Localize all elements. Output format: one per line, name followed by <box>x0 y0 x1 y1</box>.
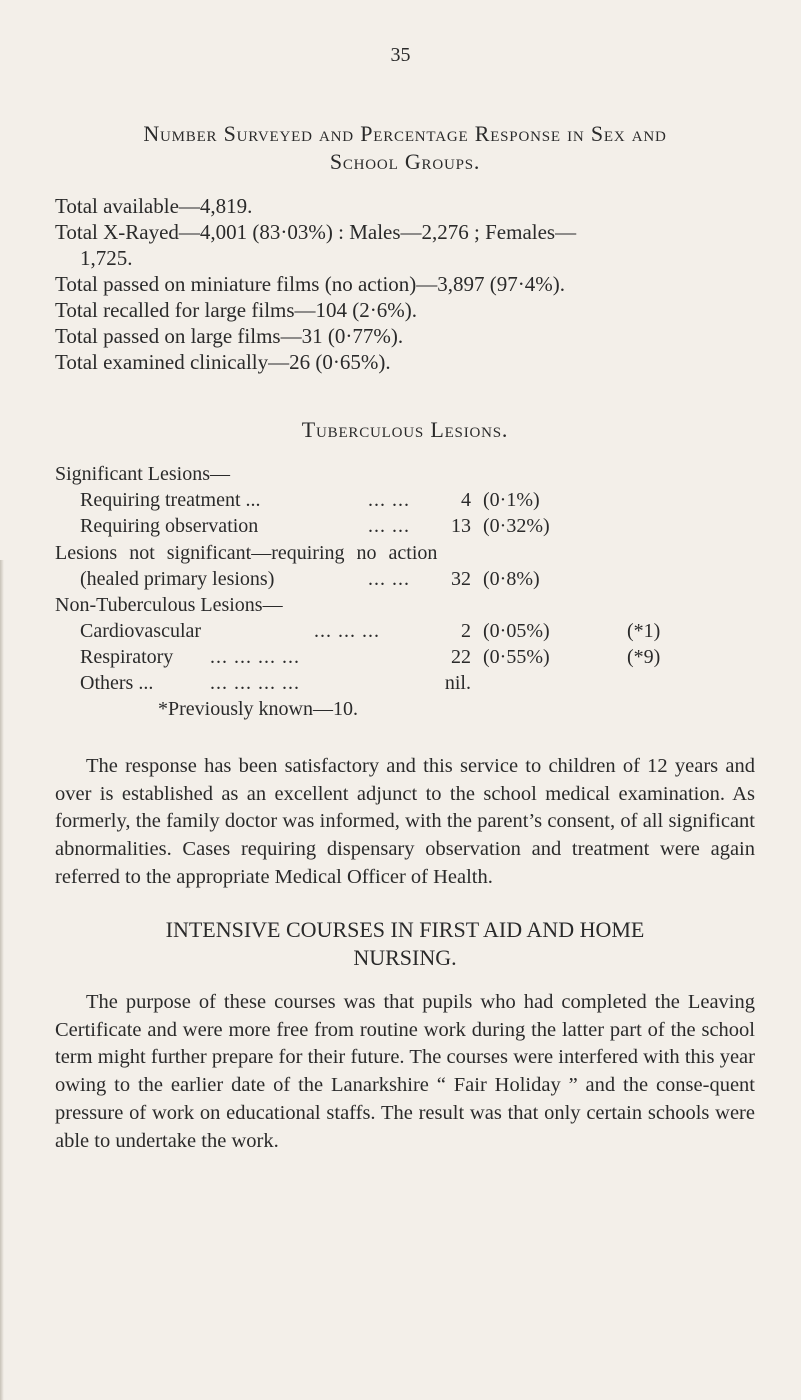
row-count: 13 <box>451 515 471 537</box>
intensive-courses-heading-line1: INTENSIVE COURSES IN FIRST AID AND HOME <box>165 917 645 942</box>
survey-heading-line2: School Groups. <box>329 149 481 174</box>
footnote: *Previously known—10. <box>158 698 358 720</box>
leader-dots: ... ... <box>368 568 410 590</box>
intensive-courses-heading-line2: NURSING. <box>353 945 457 970</box>
total-xrayed-continued: 1,725. <box>80 246 133 270</box>
table-row <box>0 670 801 696</box>
row-count: 4 <box>461 489 471 511</box>
row-count: 22 <box>451 646 471 668</box>
response-paragraph: The response has been satisfactory and this service to children of 12 years and over is established as an excellent adjunct to the school medical examination. As formerly, the family doctor was informed, with the parent’s consent, of all significant abnormalities. Cases requiring dispensary observation and treatment were again referred to the appropriate Medical Officer of Health. <box>55 755 755 888</box>
row-label: Others ... <box>80 672 154 694</box>
total-examined-clinically: Total examined clinically—26 (0·65%). <box>55 350 391 374</box>
table-row <box>0 566 801 592</box>
table-row <box>0 644 801 670</box>
page-number: 35 <box>390 44 411 66</box>
survey-heading-line1: Number Surveyed and Percentage Response in Sex and <box>143 121 667 146</box>
total-passed-large: Total passed on large films—31 (0·77%). <box>55 324 404 348</box>
total-passed-miniature: Total passed on miniature films (no action)—3,897 (97·4%). <box>55 272 565 296</box>
row-percentage: (0·1%) <box>483 489 540 511</box>
leader-dots: ... ... ... ... <box>210 646 300 668</box>
not-significant-label: Lesions not significant—requiring no action <box>55 542 438 564</box>
total-available: Total available—4,819. <box>55 194 253 218</box>
non-tuberculous-label-row <box>0 592 801 618</box>
row-percentage: (0·8%) <box>483 568 540 590</box>
row-label: Cardiovascular <box>80 620 202 642</box>
table-row <box>0 487 801 513</box>
total-xrayed: Total X-Rayed—4,001 (83·03%) : Males—2,276 ; Females— <box>55 220 577 244</box>
row-count: nil. <box>444 672 471 694</box>
table-row <box>0 618 801 644</box>
row-percentage: (0·55%) <box>483 646 550 668</box>
footnote-row <box>0 696 801 722</box>
row-note: (*1) <box>627 620 661 642</box>
tuberculous-heading: Tuberculous Lesions. <box>301 417 509 442</box>
leader-dots: ... ... <box>368 515 410 537</box>
row-label: Respiratory <box>80 646 174 668</box>
row-label: Requiring treatment ... <box>80 489 261 511</box>
leader-dots: ... ... ... <box>314 620 380 642</box>
not-significant-label-row <box>0 540 801 566</box>
significant-lesions-label: Significant Lesions— <box>55 463 230 485</box>
row-label: (healed primary lesions) <box>80 568 275 590</box>
leader-dots: ... ... ... ... <box>210 672 300 694</box>
row-count: 2 <box>461 620 471 642</box>
row-percentage: (0·32%) <box>483 515 550 537</box>
row-percentage: (0·05%) <box>483 620 550 642</box>
leader-dots: ... ... <box>368 489 410 511</box>
intensive-courses-paragraph: The purpose of these courses was that pupils who had completed the Leaving Certificate and were more free from routine work during the latter part of the school term might further prepare for their future. The courses were interfered with this year owing to the earlier date of the Lanarkshire “ Fair Holiday ” and the conse-quent pressure of work on educational staffs. The result was that only certain schools were able to undertake the work. <box>55 991 755 1152</box>
table-row <box>0 513 801 539</box>
row-count: 32 <box>451 568 471 590</box>
non-tuberculous-label: Non-Tuberculous Lesions— <box>55 594 283 616</box>
significant-lesions-label-row <box>0 461 801 487</box>
row-label: Requiring observation <box>80 515 259 537</box>
row-note: (*9) <box>627 646 661 668</box>
total-recalled: Total recalled for large films—104 (2·6%). <box>55 298 418 322</box>
